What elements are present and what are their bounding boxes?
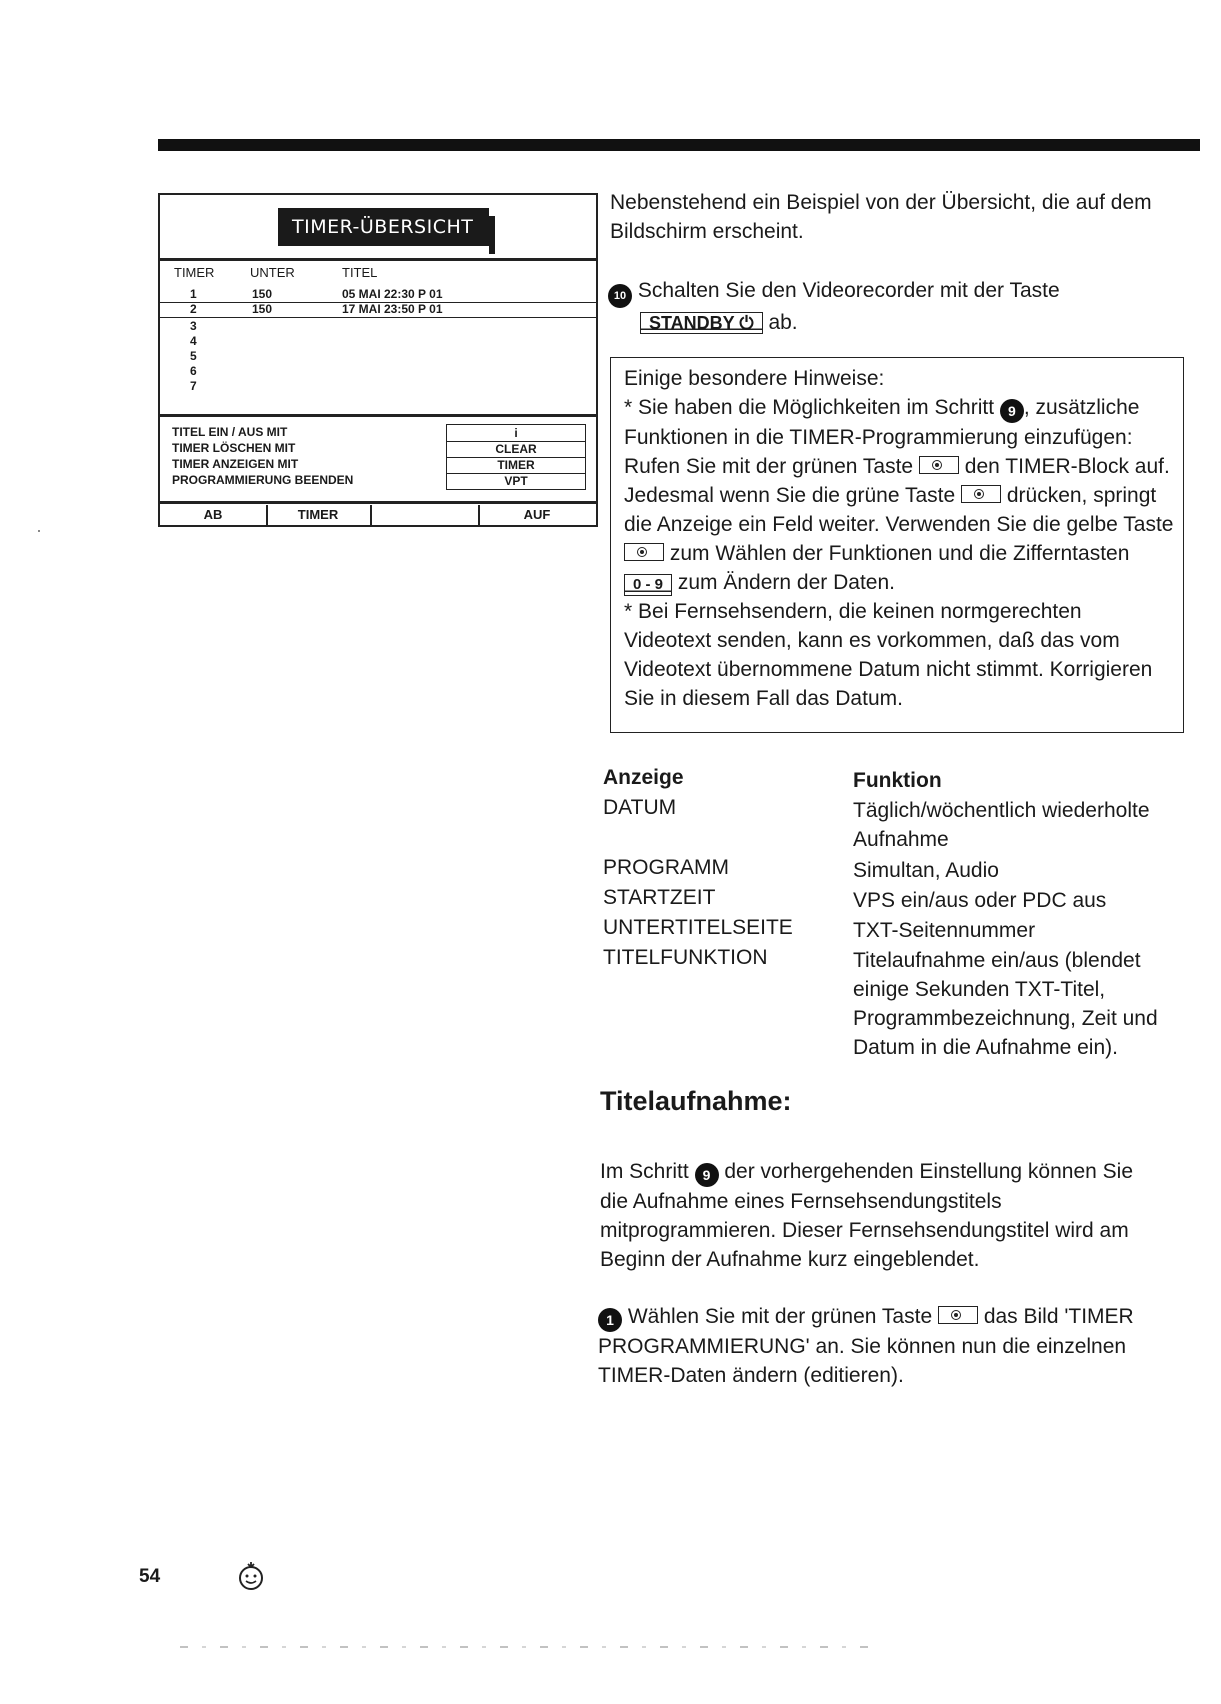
key-timer: TIMER <box>447 457 585 474</box>
screen-divider <box>160 258 596 261</box>
top-rule <box>158 139 1200 151</box>
green-key-icon <box>961 485 1001 503</box>
option-label: TIMER ANZEIGEN MIT <box>172 457 299 471</box>
step-badge: 9 <box>695 1163 719 1187</box>
section-text: Im Schritt <box>600 1160 689 1183</box>
section-step-1 <box>598 1302 1158 1390</box>
row-titel: 17 MAI 23:50 P 01 <box>342 302 443 316</box>
row-number: 6 <box>190 364 197 378</box>
option-label: PROGRAMMIERUNG BEENDEN <box>172 473 354 487</box>
row-unter: 150 <box>252 302 273 316</box>
table-cell-anzeige: STARTZEIT <box>603 886 716 909</box>
timer-row <box>160 349 596 364</box>
step-badge: 1 <box>598 1308 622 1332</box>
timer-row <box>160 319 596 334</box>
notes-text: , zusätzliche Funktionen in die TIMER-Programmierung einzufügen: Rufen Sie mit der grünen Taste <box>624 396 1140 478</box>
timer-row <box>160 379 596 394</box>
timer-row <box>160 334 596 349</box>
table-cell-anzeige: TITELFUNKTION <box>603 946 768 969</box>
option-label: TIMER LÖSCHEN MIT <box>172 441 296 455</box>
table-cell-anzeige: DATUM <box>603 796 677 819</box>
step-text-end: ab. <box>768 311 798 334</box>
page-number: 54 <box>139 1566 161 1587</box>
screen-title: TIMER-ÜBERSICHT <box>278 208 489 246</box>
table-cell-funktion: VPS ein/aus oder PDC aus <box>853 889 1107 912</box>
step-text: Schalten Sie den Videorecorder mit der Taste <box>637 279 1060 302</box>
notes-text: * Sie haben die Möglichkeiten im Schritt <box>624 396 995 419</box>
table-cell-funktion: TXT-Seitennummer <box>853 919 1036 942</box>
softkey-empty <box>372 505 476 525</box>
section-paragraph <box>600 1157 1160 1274</box>
table-cell-anzeige: UNTERTITELSEITE <box>603 916 793 939</box>
section-text: das Bild 'TIMER PROGRAMMIERUNG' an. Sie können nun die einzelnen TIMER-Daten ändern (editieren). <box>598 1305 1134 1387</box>
section-text: der vorhergehenden Einstellung können Sie die Aufnahme eines Fernsehsendungstitels mitprogrammieren. Dieser Fernsehsendungstitel wird am Beginn der Aufnahme kurz eingeblendet. <box>600 1160 1134 1271</box>
section-text: Wählen Sie mit der grünen Taste <box>627 1305 933 1328</box>
notes-text: drücken, springt die Anzeige ein Feld weiter. Verwenden Sie die gelbe Taste <box>624 484 1174 536</box>
notes-content <box>624 364 1174 713</box>
softkey-ab: AB <box>203 507 223 522</box>
notes-text: den TIMER-Block auf. Jedesmal wenn Sie die grüne Taste <box>624 455 1170 507</box>
row-unter: 150 <box>252 287 273 301</box>
standby-key: STANDBY ⏻ <box>640 312 763 334</box>
screen-divider <box>160 414 596 417</box>
row-titel: 05 MAI 22:30 P 01 <box>342 287 443 301</box>
col-header-titel: TITEL <box>342 265 378 280</box>
step-10 <box>608 276 1188 337</box>
notes-text: zum Wählen der Funktionen und die Zifferntasten <box>669 542 1130 565</box>
table-cell-funktion: Simultan, Audio <box>853 859 999 882</box>
row-number: 5 <box>190 349 197 363</box>
recycle-smiley-icon <box>236 1560 266 1597</box>
softkey-timer: TIMER <box>297 507 339 522</box>
col-header-unter: UNTER <box>250 265 295 280</box>
softkey-auf: AUF <box>523 507 551 522</box>
row-number: 4 <box>190 334 197 348</box>
timer-overview-screen <box>158 193 598 527</box>
table-header-funktion: Funktion <box>853 769 942 792</box>
notes-heading: Einige besondere Hinweise: <box>624 367 885 390</box>
timer-row <box>160 364 596 379</box>
screen-divider <box>160 501 596 504</box>
step-badge: 10 <box>608 284 632 308</box>
scan-speck <box>38 530 40 532</box>
row-number: 3 <box>190 319 197 333</box>
section-heading: Titelaufnahme: <box>600 1086 792 1116</box>
row-number: 1 <box>190 287 197 301</box>
key-info: i <box>447 425 585 442</box>
option-label: TITEL EIN / AUS MIT <box>172 425 288 439</box>
green-key-icon <box>919 456 959 474</box>
table-cell-funktion: Täglich/wöchentlich wiederholte Aufnahme <box>853 799 1150 851</box>
option-keys <box>446 424 586 490</box>
table-header-anzeige: Anzeige <box>603 766 684 789</box>
col-header-timer: TIMER <box>174 265 215 280</box>
digit-keys: 0 - 9 <box>624 574 672 596</box>
row-number: 7 <box>190 379 197 393</box>
table-cell-funktion: Titelaufnahme ein/aus (blendet einige Sekunden TXT-Titel, Programmbezeichnung, Zeit und Datum in die Aufnahme ein). <box>853 949 1158 1059</box>
notes-text: zum Ändern der Daten. <box>677 571 895 594</box>
notes-paragraph-1 <box>624 393 1174 597</box>
key-vpt: VPT <box>504 474 528 488</box>
notes-paragraph-2: * Bei Fernsehsendern, die keinen normgerechten Videotext senden, kann es vorkommen, daß das vom Videotext übernommene Datum nicht stimmt. Korrigieren Sie in diesem Fall das Datum. <box>624 600 1153 710</box>
row-number: 2 <box>190 302 197 316</box>
key-clear: CLEAR <box>447 441 585 458</box>
step-badge: 9 <box>1000 399 1024 423</box>
table-cell-anzeige: PROGRAMM <box>603 856 729 879</box>
timer-row <box>160 287 596 303</box>
scan-artifact-line <box>180 1646 880 1648</box>
green-key-icon <box>938 1306 978 1324</box>
notes-box <box>610 357 1184 733</box>
intro-text: Nebenstehend ein Beispiel von der Übersicht, die auf dem Bildschirm erscheint. <box>610 191 1152 243</box>
timer-row <box>160 302 596 318</box>
yellow-key-icon <box>624 543 664 561</box>
